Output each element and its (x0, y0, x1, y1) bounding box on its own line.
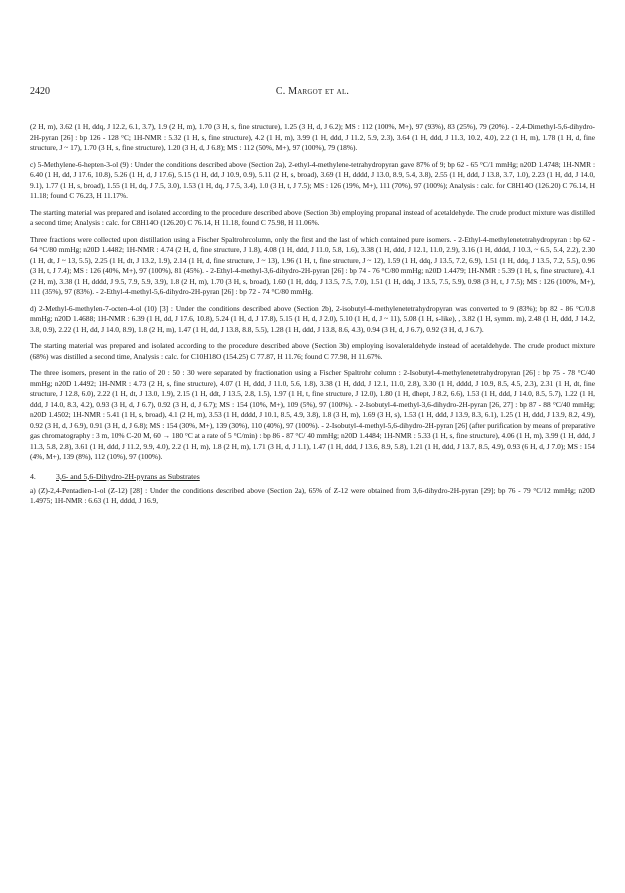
running-authors: C. Margot et al. (275, 86, 350, 97)
running-header (30, 86, 595, 100)
paragraph-compound-10: d) 2-Methyl-6-methylen-7-octen-4-ol (10) [3] : Under the conditions described above (Section 2b), 2-isobutyl-4-methylenetetrahydropyran was converted to 9 (83%); bp 82 - 86 °C/0.8 mmHg; n20D 1.4688; 1H-NMR : 6.39 (1 H, dd, J 17.6, 10.8), 5.24 (1 H, d, J 17.8), 5.15 (1 H, d, J 2.0), 5.10 (1 H, d, J ~ 11), 5.08 (1 H, s-like), , 3.82 (1 H, symm. m), 2.48 (1 H, ddd, J 14.2, 3.8, 0.9), 2.22 (1 H, dd, J 14.0, 8.9), 1.8 (2 H, m), 1.47 (1 H, dd, J 13.8, 8.8, 5.5), 1.28 (1 H, ddd, J 13.8, 8.6, 4.3), 0.94 (3 H, d, J 6.7), 0.92 (3 H, d, J 6.7). (30, 303, 595, 334)
paragraph-compound-z12: a) (Z)-2,4-Pentadien-1-ol (Z-12) [28] : Under the conditions described above (Section 2a), 65% of Z-12 were obtained from 3,6-dihydro-2H-pyran [29]; bp 76 - 79 °C/12 mmHg; n20D 1.4975; 1H-NMR : 6.63 (1 H, dddd, J 16.9, (30, 485, 595, 505)
section-title: 3,6- and 5,6-Dihydro-2H-pyrans as Substrates (56, 471, 200, 481)
section-number: 4. (30, 471, 36, 481)
paragraph-starting-material-10: The starting material was prepared and isolated according to the procedure described above (Section 3b) employing isovaleraldehyde instead of acetaldehyde. The crude product mixture (68%) was distilled a second time, Analysis : calc. for C10H18O (154.25) C 77.87, H 11.76; found C 77.98, H 11.67%. (30, 341, 595, 361)
body-text (30, 122, 595, 513)
paragraph-isomers-10: The three isomers, present in the ratio of 20 : 50 : 30 were separated by fractionation using a Fischer Spaltrohr column : 2-Isobutyl-4-methylenetetrahydropyran [26] : bp 75 - 78 °C/40 mmHg; n20D 1.4492; 1H-NMR : 4.73 (2 H, s, fine structure), 4.07 (1 H, ddd, J 11.0, 5.6, 1.8), 3.38 (1 H, ddd, J 12.1, 11.0, 2.8), 3.30 (1 H, dddd, J 10.9, 8.5, 4.5, 2.3), 2.31 (1 H, dt, fine structure, J 12.8, 6.0), 2.22 (1 H, dt, J 13.0, 1.9), 2.15 (1 H, ddt, J 13.5, 2.8, 1.5), 1.97 (1 H, t, fine structure, J 12.0), 1.80 (1 H, dhept, J 8.2, 6.6), 1.53 (1 H, ddd, J 14.0, 8.5, 5.7), 1.22 (1 H, ddd, J 14.0, 8.3, 4.2), 0.93 (3 H, d, J 6.7), 0.92 (3 H, d, J 6.7); MS : 154 (10%, M+), 109 (5%), 97 (100%). - 2-Isobutyl-4-methyl-3,6-dihydro-2H-pyran [26, 27] : bp 87 - 88 °C/40 mmHg; n20D 1.4502; 1H-NMR : 5.41 (1 H, s, broad), 4.1 (2 H, m), 3.53 (1 H, dddd, J 10.1, 8.5, 4.9, 3.8), 1.8 (3 H, m), 1.69 (3 H, s), 1.53 (1 H, ddd, J 13.9, 8.3, 6.1), 1.25 (1 H, ddd, J 13.9, 8.2, 4.9), 0.92 (3 H, d, J 6.9), 0.91 (3 H, d, J 6.8); MS : 154 (30%, M+), 139 (30%), 110 (40%), 97 (100%). - 2-Isobutyl-4-methyl-5,6-dihydro-2H-pyran [26] (after purification by means of preparative gas chromatography : 3 m, 10% C-20 M, 60 → 180 °C at a rate of 5 °C/min) : bp 86 - 87 °C/ 40 mmHg; n20D 1.4484; 1H-NMR : 5.33 (1 H, s, fine structure), 4.06 (1 H, m), 3.99 (1 H, ddd, J 11.3, 5.8, 2.8), 3.61 (1 H, ddd, J 11.2, 9.9, 4.0), 2.2 (1 H, m), 1.8 (2 H, m), 1.71 (3 H, d, J 1.1), 1.47 (1 H, ddd, J 13.6, 8.9, 5.8), 1.21 (1 H, ddd, J 13.7, 8.5, 4.9), 0.93 (6 H, d, J 7.0); MS : 154 (4%, M+), 139 (8%), 112 (10%), 97 (100%). (30, 368, 595, 461)
page-number: 2420 (30, 86, 50, 97)
paragraph-fractions-9: Three fractions were collected upon distillation using a Fischer Spaltrohrcolumn, only the first and the last of which contained pure isomers. - 2-Ethyl-4-methylenetetrahydropyran : bp 62 - 64 °C/80 mmHg; n20D 1.4482; 1H-NMR : 4.74 (2 H, d, fine structure, J 1.8), 4.08 (1 H, ddd, J 11.0, 5.8, 1.6), 3.38 (1 H, ddd, J 12.1, 11.0, 2.9), 3.16 (1 H, dddd, J 10.3, ~ 6.5, 5.4, 2.2), 2.30 (1 H, dt, J ~ 13, 5.5), 2.25 (1 H, dt, J 13.2, 1.9), 2.14 (1 H, d, fine structure, J ~ 13), 1.96 (1 H, t, fine structure, J ~ 12), 1.59 (1 H, ddq, J 13.5, 7.2, 6.9), 1.51 (1 H, ddq, J 13.5, 7.2, 5.5), 0.96 (3 H, t, J 7.4); MS : 126 (40%, M+), 97 (100%), 81 (45%). - 2-Ethyl-4-methyl-3,6-dihydro-2H-pyran [26] : bp 74 - 76 °C/80 mmHg; n20D 1.4479; 1H-NMR : 5.39 (1 H, s, fine structure), 4.1 (2 H, m), 3.38 (1 H, dddd, J 9.5, 7.9, 5.9, 3.9), 1.8 (2 H, m), 1.70 (3 H, s, broad), 1.60 (1 H, ddq, J 13.5, 7.5, 7.0), 1.51 (1 H, ddq, J 13.5, 7.5, 5.9), 0.98 (3 H, t, J 7.5); MS : 126 (100%, M+), 111 (35%), 97 (83%). - 2-Ethyl-4-methyl-5,6-dihydro-2H-pyran [26] : bp 72 - 74 °C/80 mmHg. (30, 234, 595, 296)
paragraph-compound-9: c) 5-Methylene-6-hepten-3-ol (9) : Under the conditions described above (Section 2a), 2-ethyl-4-methylene-tetrahydropyran gave 87% of 9; bp 62 - 65 °C/1 mmHg; n20D 1.4748; 1H-NMR : 6.40 (1 H, dd, J 17.6, 10.8), 5.26 (1 H, d, J 17.6), 5.15 (1 H, dd, J 10.9, 0.9), 5.11 (2 H, s, broad), 3.69 (1 H, dddd, J 13.0, 8.9, 5.4, 3.8), 2.55 (1 H, ddd, J 13.8, 3.7, 1.0), 2.23 (1 H, dd, J 14.0, 9.1), 1.77 (1 H, s, broad), 1.55 (1 H, dq, J 7.5, 3.0), 1.53 (1 H, dq, J 7.5, 3.4), 1.0 (3 H, t, J 7.5); MS : 126 (19%, M+), 111 (70%), 97 (100%); Analysis : calc. for C8H14O (126.20) C 76.14, H 11.18; found C 76.23, H 11.17%. (30, 159, 595, 200)
paragraph-continuation: (2 H, m), 3.62 (1 H, ddq, J 12.2, 6.1, 3.7), 1.9 (2 H, m), 1.70 (3 H, s, fine structure), 1.25 (3 H, d, J 6.2); MS : 112 (100%, M+), 97 (93%), 83 (25%), 79 (20%). - 2,4-Dimethyl-5,6-dihydro-2H-pyran [26] : bp 126 - 128 °C; 1H-NMR : 5.32 (1 H, s, fine structure), 4.2 (1 H, m), 3.99 (1 H, ddd, J 11.2, 5.9, 2.3), 3.64 (1 H, ddd, J 11.3, 10.2, 4.0), 2.2 (1 H, m), 1.78 (1 H, d, fine structure, J ~ 17), 1.70 (3 H, s, fine structure), 1.20 (3 H, d, J 6.8); MS : 112 (50%, M+), 97 (100%), 79 (18%). (30, 122, 595, 152)
paragraph-starting-material-9: The starting material was prepared and isolated according to the procedure described above (Section 3b) employing propanal instead of acetaldehyde. The crude product mixture was distilled a second time; Analysis : calc. for C8H14O (126.20) C 76.14, H 11.18, found C 75.98, H 11.06%. (30, 207, 595, 227)
section-heading (30, 471, 595, 482)
